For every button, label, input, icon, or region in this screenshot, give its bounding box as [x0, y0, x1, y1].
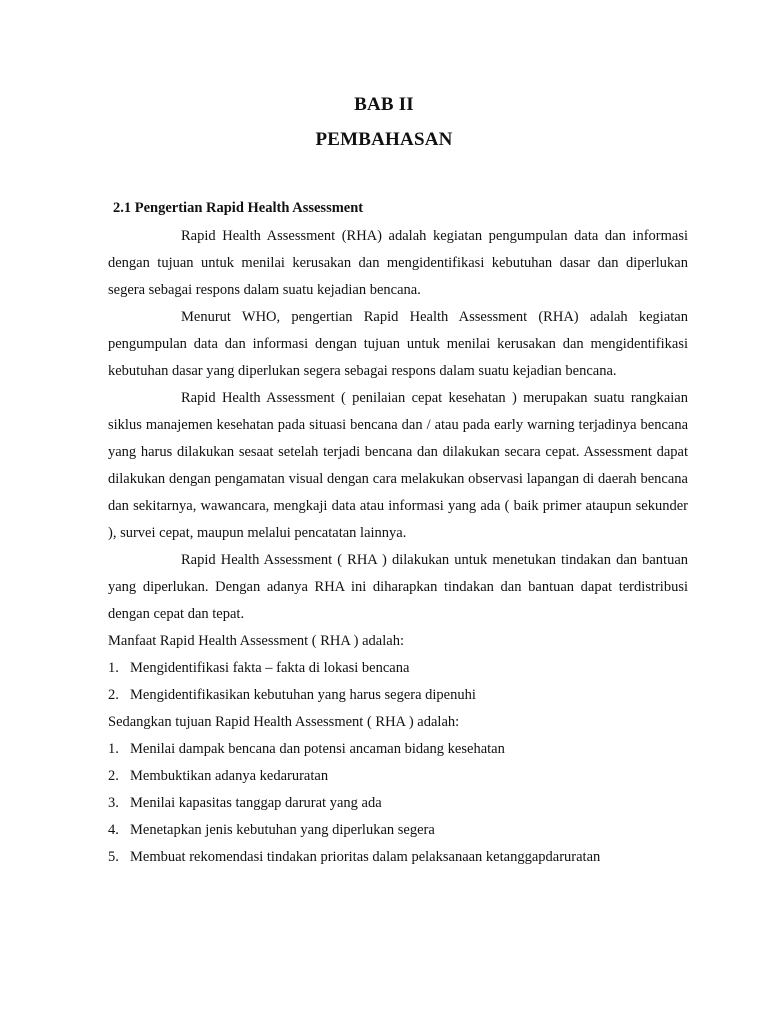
benefits-intro: Manfaat Rapid Health Assessment ( RHA ) adalah: [108, 633, 404, 649]
list-item-number: 1. [108, 741, 119, 757]
list-item-text: Mengidentifikasikan kebutuhan yang harus segera dipenuhi [130, 687, 476, 703]
list-item-text: Membuktikan adanya kedaruratan [130, 768, 329, 784]
list-item [108, 736, 688, 763]
list-item-number: 3. [108, 795, 119, 811]
list-item [108, 817, 688, 844]
benefits-list [108, 655, 688, 709]
goals-list [108, 736, 688, 871]
list-item-number: 4. [108, 822, 119, 838]
list-item-number: 5. [108, 849, 119, 865]
list-item [108, 763, 688, 790]
chapter-title: PEMBAHASAN [315, 129, 453, 150]
goals-intro: Sedangkan tujuan Rapid Health Assessment ( RHA ) adalah: [108, 714, 460, 730]
paragraph: Menurut WHO, pengertian Rapid Health Assessment (RHA) adalah kegiatan pengumpulan data dan informasi dengan tujuan untuk menilai kerusakan dan mengidentifikasi kebutuhan dasar yang diperlukan segera sebagai respons dalam suatu kejadian bencana. [108, 309, 688, 379]
paragraph: Rapid Health Assessment ( penilaian cepat kesehatan ) merupakan suatu rangkaian siklus manajemen kesehatan pada situasi bencana dan / atau pada early warning terjadinya bencana yang harus dilakukan sesaat setelah terjadi bencana dan dilakukan secara cepat. Assessment dapat dilakukan dengan pengamatan visual dengan cara melakukan observasi lapangan di daerah bencana dan sekitarnya, wawancara, mengkaji data atau informasi yang ada ( baik primer ataupun sekunder ), survei cepat, maupun melalui pencatatan lainnya. [108, 390, 688, 541]
list-item [108, 844, 688, 871]
list-item [108, 790, 688, 817]
list-item-text: Menilai kapasitas tanggap darurat yang ada [130, 795, 382, 811]
list-item-number: 2. [108, 768, 119, 784]
paragraph: Rapid Health Assessment ( RHA ) dilakukan untuk menetukan tindakan dan bantuan yang diperlukan. Dengan adanya RHA ini diharapkan tindakan dan bantuan dapat terdistribusi dengan cepat dan tepat. [108, 552, 688, 622]
list-item-number: 2. [108, 687, 119, 703]
list-item-text: Mengidentifikasi fakta – fakta di lokasi bencana [130, 660, 410, 676]
chapter-number: BAB II [354, 94, 414, 115]
paragraph: Rapid Health Assessment (RHA) adalah kegiatan pengumpulan data dan informasi dengan tujuan untuk menilai kerusakan dan mengidentifikasi kebutuhan dasar dan diperlukan segera sebagai respons dalam suatu kejadian bencana. [108, 228, 688, 298]
list-item-text: Membuat rekomendasi tindakan prioritas dalam pelaksanaan ketanggapdaruratan [130, 849, 601, 865]
list-item-number: 1. [108, 660, 119, 676]
section-heading: 2.1 Pengertian Rapid Health Assessment [113, 200, 364, 216]
list-item [108, 682, 688, 709]
section-body [108, 223, 688, 871]
list-item-text: Menetapkan jenis kebutuhan yang diperlukan segera [130, 822, 435, 838]
list-item [108, 655, 688, 682]
list-item-text: Menilai dampak bencana dan potensi ancaman bidang kesehatan [130, 741, 505, 757]
